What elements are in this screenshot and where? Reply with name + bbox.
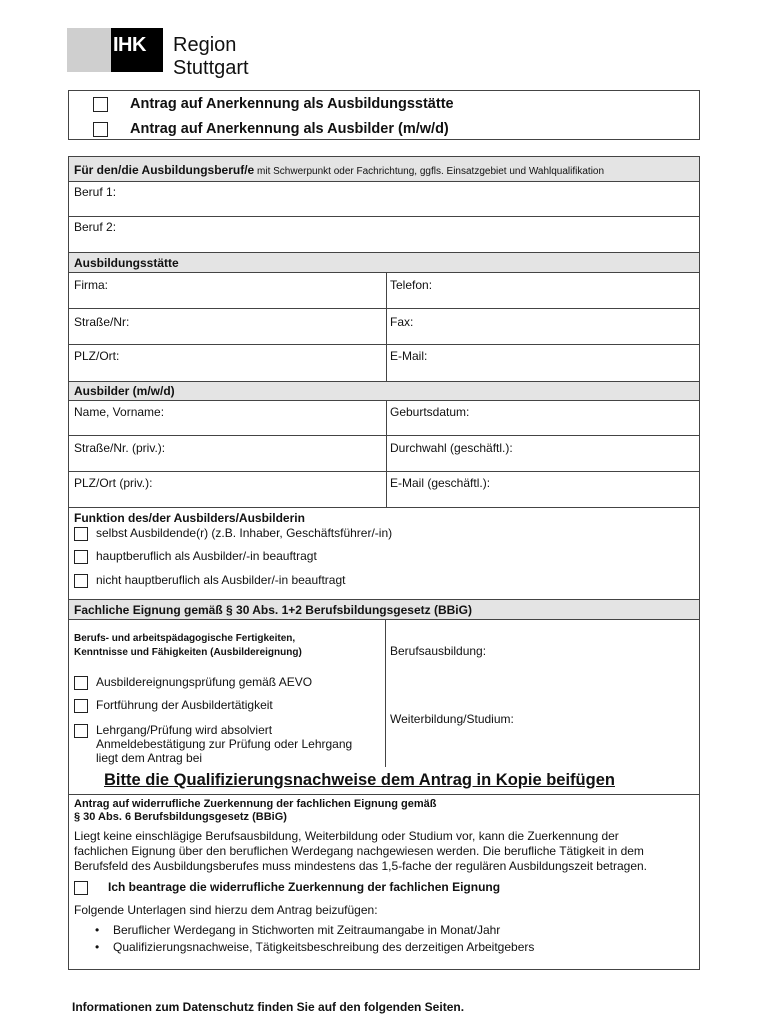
application-type-box [68,90,700,140]
ausbilder-strasse-field[interactable]: Straße/Nr. (priv.): [74,441,166,455]
staette-strasse-field[interactable]: Straße/Nr: [74,315,130,329]
checkbox-widerruf[interactable] [74,881,88,895]
unterlagen-list [69,922,534,956]
durchwahl-field[interactable]: Durchwahl (geschäftl.): [390,441,513,455]
eignung-option-fortfuehrung-label: Fortführung der Ausbildertätigkeit [96,698,273,712]
beruf-header [74,163,604,177]
firma-field[interactable]: Firma: [74,278,108,292]
option-ausbilder-label: Antrag auf Anerkennung als Ausbilder (m/w/d) [130,121,449,137]
funktion-option-hauptberuflich-label: hauptberuflich als Ausbilder/-in beauftragt [96,549,317,563]
eignung-option-fortfuehrung[interactable] [74,698,273,713]
geburtsdatum-field[interactable]: Geburtsdatum: [390,405,470,419]
beruf1-field[interactable]: Beruf 1: [74,185,117,199]
checkbox-aevo[interactable] [74,676,88,690]
widerruf-paragraph [74,829,696,874]
eignung-option-aevo-label: Ausbildereignungsprüfung gemäß AEVO [96,675,313,689]
beruf2-field[interactable]: Beruf 2: [74,220,117,234]
telefon-field[interactable]: Telefon: [390,278,433,292]
funktion-option-hauptberuflich[interactable] [74,549,317,564]
eignung-sub2: Kenntnisse und Fähigkeiten (Ausbildereignung) [74,647,302,658]
eignung-option-aevo[interactable] [74,675,312,690]
datenschutz-note: Informationen zum Datenschutz finden Sie auf den folgenden Seiten. [72,1000,465,1014]
ausbilder-plz-field[interactable]: PLZ/Ort (priv.): [74,476,153,490]
funktion-option-selbst-label: selbst Ausbildende(r) (z.B. Inhaber, Geschäftsführer/-in) [96,526,393,540]
widerruf-para-line2: fachlichen Eignung über den beruflichen Werdegang nachgewiesen werden. Die berufliche Tätigkeit in dem [74,844,644,858]
berufsausbildung-field[interactable]: Berufsausbildung: [390,644,487,658]
beruf-header-note: mit Schwerpunkt oder Fachrichtung, ggfls. Einsatzgebiet und Wahlqualifikation [254,166,605,177]
staette-header: Ausbildungsstätte [74,256,179,270]
logo-region-text: Region Stuttgart [173,34,249,79]
checkbox-ausbilder[interactable] [93,122,108,137]
ausbilder-header: Ausbilder (m/w/d) [74,384,175,398]
option-ausbilder[interactable] [93,121,449,137]
lehrgang-line2: Anmeldebestätigung zur Prüfung oder Lehrgang [96,737,353,751]
lehrgang-line1: Lehrgang/Prüfung wird absolviert [96,723,273,737]
lehrgang-line3: liegt dem Antrag bei [96,751,203,765]
list-item: • Beruflicher Werdegang in Stichworten mit Zeitraumangabe in Monat/Jahr [69,922,534,939]
name-field[interactable]: Name, Vorname: [74,405,165,419]
funktion-option-nebenberuflich-label: nicht hauptberuflich als Ausbilder/-in beauftragt [96,573,346,587]
beruf-header-bold: Für den/die Ausbildungsberuf/e [74,163,255,177]
widerruf-para-line1: Liegt keine einschlägige Berufsausbildung, Weiterbildung oder Studium vor, kann die Zuerkennung der [74,829,619,843]
option-ausbildungsstaette-label: Antrag auf Anerkennung als Ausbildungsstätte [130,96,454,112]
funktion-header: Funktion des/der Ausbilders/Ausbilderin [74,511,305,525]
unterlagen-intro: Folgende Unterlagen sind hierzu dem Antrag beizufügen: [74,903,378,917]
eignung-option-lehrgang[interactable] [74,723,352,765]
list-item: • Qualifizierungsnachweise, Tätigkeitsbeschreibung des derzeitigen Arbeitgebers [69,939,534,956]
fax-field[interactable]: Fax: [390,315,414,329]
logo-ihk-text: IHK [113,34,146,56]
widerruf-option[interactable] [74,880,500,895]
staette-email-field[interactable]: E-Mail: [390,349,428,363]
checkbox-fortfuehrung[interactable] [74,699,88,713]
checkbox-hauptberuflich[interactable] [74,550,88,564]
ausbilder-email-field[interactable]: E-Mail (geschäftl.): [390,476,491,490]
weiterbildung-field[interactable]: Weiterbildung/Studium: [390,712,514,726]
ihk-logo [67,28,307,79]
widerruf-option-label: Ich beantrage die widerrufliche Zuerkennung der fachlichen Eignung [108,880,501,894]
application-form [68,156,700,970]
funktion-option-nebenberuflich[interactable] [74,573,346,588]
staette-plz-field[interactable]: PLZ/Ort: [74,349,120,363]
checkbox-lehrgang[interactable] [74,724,88,738]
widerruf-header-line1: Antrag auf widerrufliche Zuerkennung der fachlichen Eignung gemäß [74,798,437,810]
widerruf-para-line3: Berufsfeld des Ausbildungsberufes muss mindestens das 1,5-fache der regulären Ausbildungszeit betragen. [74,859,648,873]
eignung-header: Fachliche Eignung gemäß § 30 Abs. 1+2 Berufsbildungsgesetz (BBiG) [74,603,472,617]
checkbox-nebenberuflich[interactable] [74,574,88,588]
option-ausbildungsstaette[interactable] [93,96,454,112]
qualifizierungsnachweise-notice: Bitte die Qualifizierungsnachweise dem Antrag in Kopie beifügen [104,771,615,789]
funktion-option-selbst[interactable] [74,526,392,541]
widerruf-header-line2: § 30 Abs. 6 Berufsbildungsgesetz (BBiG) [74,811,287,823]
eignung-sub1: Berufs- und arbeitspädagogische Fertigkeiten, [74,633,296,644]
logo-grey-block [67,28,111,72]
checkbox-selbst[interactable] [74,527,88,541]
checkbox-ausbildungsstaette[interactable] [93,97,108,112]
eignung-option-lehrgang-label [96,723,352,765]
